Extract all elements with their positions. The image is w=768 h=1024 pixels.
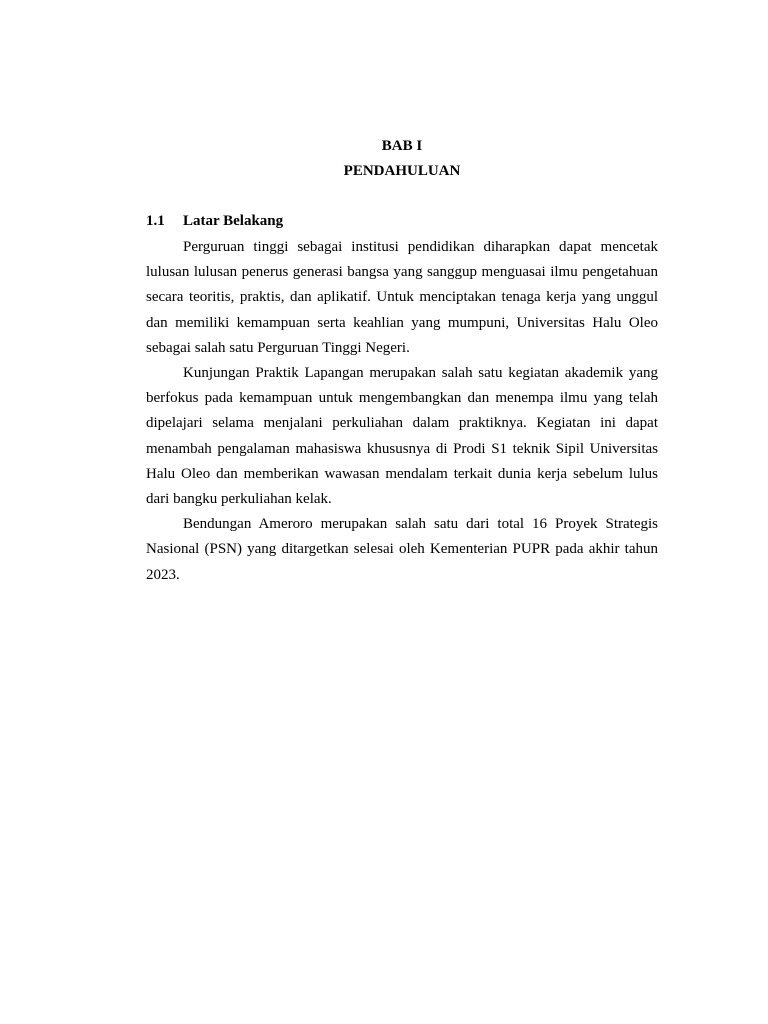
section-title: Latar Belakang bbox=[183, 213, 284, 229]
chapter-number: BAB I bbox=[381, 138, 423, 154]
paragraph: Kunjungan Praktik Lapangan merupakan salah satu kegiatan akademik yang berfokus pada kemampuan untuk mengembangkan dan menempa ilmu yang telah dipelajari selama menjalani perkuliahan dalam praktiknya. Kegiatan ini dapat menambah pengalaman mahasiswa khususnya di Prodi S1 teknik Sipil Universitas Halu Oleo dan memberikan wawasan mendalam terkait dunia kerja sebelum lulus dari bangku perkuliahan kelak. bbox=[146, 365, 658, 508]
paragraph: Bendungan Ameroro merupakan salah satu dari total 16 Proyek Strategis Nasional (PSN) yang ditargetkan selesai oleh Kementerian PUPR pada akhir tahun 2023. bbox=[146, 516, 658, 583]
paragraph: Perguruan tinggi sebagai institusi pendidikan diharapkan dapat mencetak lulusan lulusan penerus generasi bangsa yang sanggup menguasai ilmu pengetahuan secara teoritis, praktis, dan aplikatif. Untuk menciptakan tenaga kerja yang unggul dan memiliki kemampuan serta keahlian yang mumpuni, Universitas Halu Oleo sebagai salah satu Perguruan Tinggi Negeri. bbox=[146, 239, 658, 356]
section-body bbox=[146, 235, 658, 588]
chapter-title: PENDAHULUAN bbox=[343, 163, 461, 179]
section-heading bbox=[146, 211, 658, 231]
section-number: 1.1 bbox=[146, 213, 165, 229]
